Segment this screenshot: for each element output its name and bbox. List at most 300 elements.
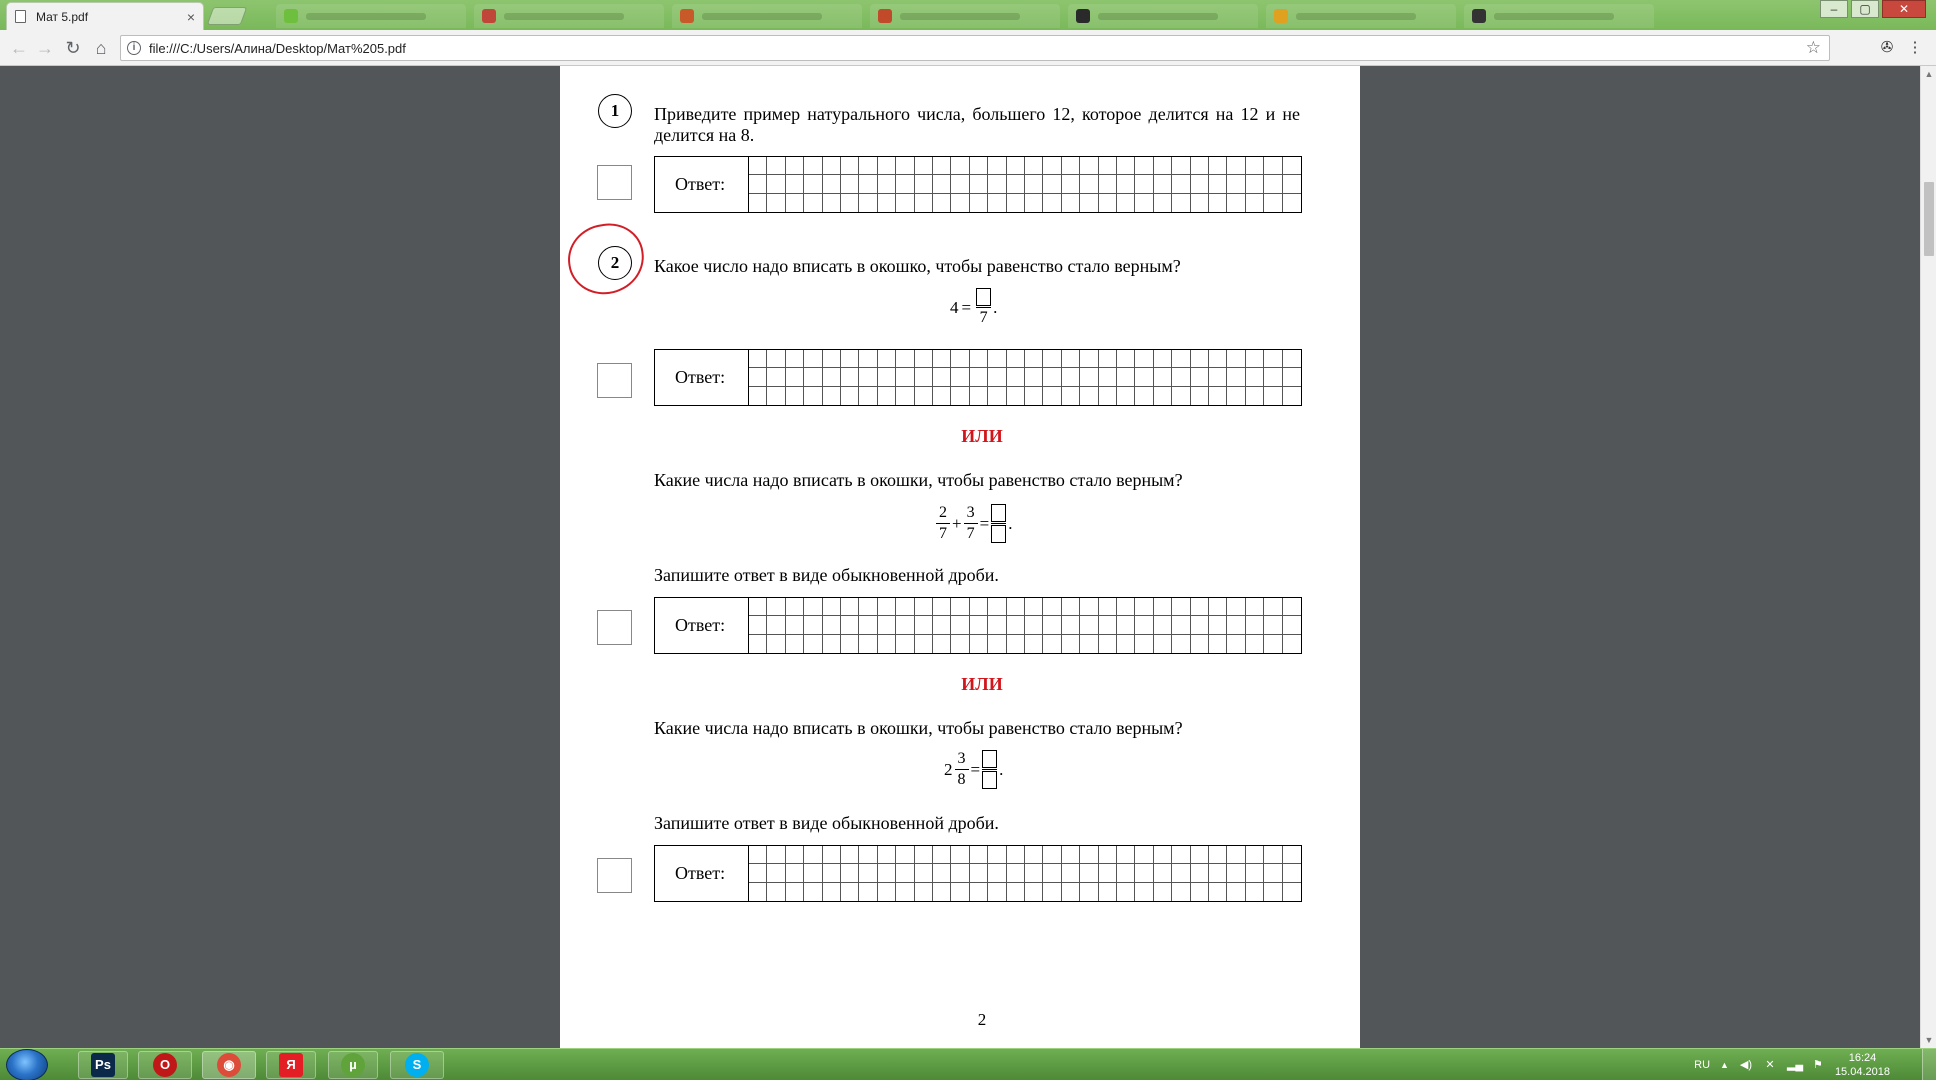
page-number: 2 (977, 1010, 987, 1029)
fraction-numerator: 3 (957, 750, 966, 767)
question-2c-note: Запишите ответ в виде обыкновенной дроби. (654, 813, 999, 833)
tab-strip (0, 0, 1936, 30)
answer-cell (1007, 598, 1025, 616)
taskbar-app-utorrent[interactable] (328, 1051, 378, 1079)
answer-cell (1080, 387, 1098, 405)
clock[interactable] (1835, 1051, 1890, 1079)
answer-cell (1283, 864, 1301, 882)
answer-cell (1043, 883, 1061, 901)
answer-cell (878, 194, 896, 212)
answer-cell (1117, 883, 1135, 901)
answer-cell (1099, 194, 1117, 212)
answer-cell (1264, 175, 1282, 193)
background-tab[interactable] (1068, 4, 1258, 28)
answer-cell (786, 635, 804, 653)
answer-cell (1191, 883, 1209, 901)
answer-cell (767, 864, 785, 882)
answer-cell (1062, 368, 1080, 386)
answer-cell (1080, 175, 1098, 193)
answer-cell (878, 350, 896, 368)
answer-cell (859, 387, 877, 405)
tab-active[interactable] (6, 2, 204, 30)
answer-cell (859, 350, 877, 368)
answer-cell (878, 175, 896, 193)
empty-box (982, 771, 997, 789)
answer-cell (878, 598, 896, 616)
answer-cell (1080, 864, 1098, 882)
answer-cell (1025, 616, 1043, 634)
home-icon[interactable]: ⌂ (95, 38, 107, 58)
answer-cell (1264, 194, 1282, 212)
answer-cell (1246, 635, 1264, 653)
answer-cell (1154, 350, 1172, 368)
answer-cell (970, 598, 988, 616)
favicon-icon (680, 9, 694, 23)
answer-cell (1062, 194, 1080, 212)
answer-cell (804, 368, 822, 386)
answer-cell (1191, 194, 1209, 212)
answer-cell (767, 635, 785, 653)
answer-cell (1246, 350, 1264, 368)
answer-cell (1043, 350, 1061, 368)
answer-cell (933, 846, 951, 864)
answer-cell (1117, 368, 1135, 386)
tab-title-blurred (504, 13, 624, 20)
answer-cell (767, 368, 785, 386)
answer-cell (878, 864, 896, 882)
answer-cell (1043, 157, 1061, 175)
answer-cell (1172, 883, 1190, 901)
answer-cell (1025, 157, 1043, 175)
answer-cell (823, 846, 841, 864)
answer-cell (933, 387, 951, 405)
formula-period: . (1008, 513, 1013, 533)
answer-cell (1099, 157, 1117, 175)
answer-cell (915, 175, 933, 193)
fraction (955, 750, 969, 789)
answer-cell (896, 157, 914, 175)
answer-cell (1080, 350, 1098, 368)
answer-cell (823, 194, 841, 212)
fraction-numerator: 3 (966, 504, 975, 521)
chrome-icon: ◉ (217, 1053, 241, 1077)
answer-cell (915, 157, 933, 175)
answer-cell (767, 194, 785, 212)
answer-cell (1025, 846, 1043, 864)
answer-cell (1007, 368, 1025, 386)
answer-cell (951, 157, 969, 175)
answer-cell (1172, 635, 1190, 653)
answer-cell (896, 175, 914, 193)
answer-cell (878, 883, 896, 901)
show-hidden-icons-icon[interactable]: ▲ (1720, 1060, 1729, 1070)
answer-cell (1172, 598, 1190, 616)
background-tab[interactable] (474, 4, 664, 28)
answer-cell (933, 883, 951, 901)
answer-cell (1154, 387, 1172, 405)
answer-cell (859, 883, 877, 901)
back-arrow-icon[interactable]: ← (10, 38, 28, 58)
answer-cell (1025, 598, 1043, 616)
background-tab[interactable] (870, 4, 1060, 28)
scrollbar-thumb[interactable] (1924, 182, 1934, 256)
answer-cell (1117, 175, 1135, 193)
answer-cell (970, 864, 988, 882)
background-tab[interactable] (1464, 4, 1654, 28)
answer-cell (767, 883, 785, 901)
answer-cell (841, 864, 859, 882)
answer-cell (988, 194, 1006, 212)
window-controls (1820, 0, 1926, 18)
answer-cell (1135, 598, 1153, 616)
answer-cell (1117, 635, 1135, 653)
answer-cell (1007, 175, 1025, 193)
fraction-denominator: 7 (939, 525, 947, 542)
favicon-icon (482, 9, 496, 23)
answer-cell (988, 350, 1006, 368)
close-window-button[interactable]: ✕ (1882, 0, 1926, 18)
formula-period: . (999, 759, 1004, 779)
answer-cell (988, 616, 1006, 634)
browser-toolbar (0, 30, 1936, 66)
answer-cell (1062, 846, 1080, 864)
answer-cell (1283, 598, 1301, 616)
answer-cell (1264, 883, 1282, 901)
answer-cell (1209, 194, 1227, 212)
tab-title-blurred (1098, 13, 1218, 20)
answer-cell (859, 635, 877, 653)
answer-cell (1099, 616, 1117, 634)
answer-cell (1025, 175, 1043, 193)
answer-cell (1209, 350, 1227, 368)
answer-cell (1007, 846, 1025, 864)
show-desktop-button[interactable] (1922, 1049, 1936, 1080)
answer-cell (1227, 368, 1245, 386)
answer-cell (1080, 157, 1098, 175)
fraction (991, 504, 1006, 543)
question-number-2: 2 (598, 246, 632, 280)
answer-cell (933, 175, 951, 193)
answer-cell (896, 350, 914, 368)
answer-cell (804, 864, 822, 882)
answer-cell (1246, 864, 1264, 882)
answer-grid[interactable] (749, 846, 1301, 901)
answer-cell (1191, 175, 1209, 193)
answer-cell (933, 194, 951, 212)
background-tab[interactable] (672, 4, 862, 28)
empty-box (982, 750, 997, 768)
answer-cell (1117, 194, 1135, 212)
formula-2 (950, 288, 997, 327)
language-indicator[interactable]: RU (1694, 1059, 1711, 1071)
bookmark-star-icon[interactable]: ☆ (1805, 38, 1821, 57)
answer-cell (1043, 387, 1061, 405)
answer-cell (915, 368, 933, 386)
taskbar-app-photoshop[interactable] (78, 1051, 128, 1079)
answer-cell (1283, 387, 1301, 405)
answer-cell (1025, 387, 1043, 405)
empty-box (991, 504, 1006, 522)
answer-cell (1191, 387, 1209, 405)
answer-cell (841, 350, 859, 368)
answer-cell (878, 387, 896, 405)
answer-cell (1191, 635, 1209, 653)
answer-cell (859, 157, 877, 175)
answer-cell (896, 883, 914, 901)
answer-cell (896, 616, 914, 634)
answer-cell (859, 864, 877, 882)
answer-cell (841, 175, 859, 193)
answer-cell (970, 846, 988, 864)
tab-title-blurred (900, 13, 1020, 20)
info-icon[interactable]: i (127, 41, 141, 55)
answer-box-1 (654, 156, 1302, 213)
background-tab[interactable] (1266, 4, 1456, 28)
reload-icon[interactable]: ↻ (65, 38, 81, 58)
answer-cell (1227, 194, 1245, 212)
answer-cell (988, 864, 1006, 882)
answer-cell (749, 883, 767, 901)
answer-cell (1007, 616, 1025, 634)
answer-cell (896, 864, 914, 882)
answer-cell (859, 194, 877, 212)
answer-cell (915, 350, 933, 368)
answer-cell (1191, 157, 1209, 175)
answer-cell (1172, 368, 1190, 386)
answer-cell (933, 598, 951, 616)
answer-cell (1172, 616, 1190, 634)
answer-cell (1264, 157, 1282, 175)
answer-cell (915, 883, 933, 901)
answer-cell (1246, 175, 1264, 193)
answer-cell (1025, 368, 1043, 386)
new-tab-button[interactable] (207, 7, 248, 25)
answer-cell (767, 616, 785, 634)
answer-cell (767, 598, 785, 616)
answer-cell (1209, 846, 1227, 864)
answer-cell (1043, 175, 1061, 193)
answer-cell (970, 194, 988, 212)
answer-cell (1099, 864, 1117, 882)
address-bar[interactable] (120, 35, 1830, 61)
answer-cell (1007, 635, 1025, 653)
answer-cell (1227, 846, 1245, 864)
tab-title-blurred (1494, 13, 1614, 20)
answer-cell (1154, 157, 1172, 175)
answer-cell (988, 387, 1006, 405)
answer-cell (1080, 846, 1098, 864)
taskbar-app-yandex[interactable] (266, 1051, 316, 1079)
answer-cell (1117, 846, 1135, 864)
extension-icon[interactable]: ✇ (1880, 39, 1894, 56)
favicon-icon (1076, 9, 1090, 23)
score-box (597, 363, 632, 398)
answer-cell (786, 387, 804, 405)
answer-cell (804, 350, 822, 368)
yandex-icon: Я (279, 1053, 303, 1077)
answer-cell (1283, 350, 1301, 368)
answer-cell (859, 368, 877, 386)
answer-cell (1154, 635, 1172, 653)
answer-cell (1154, 864, 1172, 882)
volume-icon[interactable]: ◀) (1739, 1059, 1752, 1071)
photoshop-icon: Ps (91, 1053, 115, 1077)
answer-cell (951, 635, 969, 653)
answer-cell (823, 883, 841, 901)
network-icon[interactable]: ✕ (1765, 1059, 1775, 1071)
answer-cell (1246, 883, 1264, 901)
fraction-denominator: 7 (979, 309, 988, 326)
answer-cell (951, 598, 969, 616)
answer-cell (1135, 368, 1153, 386)
answer-cell (749, 194, 767, 212)
answer-cell (1135, 616, 1153, 634)
answer-cell (859, 846, 877, 864)
answer-cell (1099, 635, 1117, 653)
answer-grid[interactable] (749, 598, 1301, 653)
answer-cell (841, 368, 859, 386)
answer-cell (1007, 387, 1025, 405)
answer-cell (1209, 616, 1227, 634)
answer-cell (1117, 157, 1135, 175)
answer-cell (988, 368, 1006, 386)
answer-cell (1007, 864, 1025, 882)
empty-box (976, 288, 991, 306)
answer-cell (1246, 368, 1264, 386)
action-center-icon[interactable]: ⚑ (1813, 1059, 1823, 1071)
utorrent-icon: µ (341, 1053, 365, 1077)
formula-whole-part: 2 (944, 759, 953, 779)
answer-cell (970, 368, 988, 386)
answer-cell (970, 387, 988, 405)
answer-cell (1209, 598, 1227, 616)
answer-cell (1264, 635, 1282, 653)
answer-grid[interactable] (749, 157, 1301, 212)
answer-cell (841, 846, 859, 864)
answer-cell (951, 194, 969, 212)
pdf-page (560, 66, 1360, 1048)
scroll-down-icon[interactable]: ▼ (1924, 1035, 1934, 1045)
answer-cell (1117, 864, 1135, 882)
answer-cell (951, 350, 969, 368)
answer-label: Ответ: (655, 846, 749, 901)
answer-cell (767, 157, 785, 175)
answer-cell (1264, 864, 1282, 882)
answer-cell (749, 368, 767, 386)
tab-close-icon[interactable]: × (186, 8, 195, 25)
answer-cell (786, 883, 804, 901)
answer-cell (804, 157, 822, 175)
answer-cell (896, 368, 914, 386)
minimize-button[interactable]: – (1820, 0, 1848, 18)
answer-cell (1043, 194, 1061, 212)
skype-icon: S (405, 1053, 429, 1077)
answer-cell (1246, 846, 1264, 864)
question-2b-text: Какие числа надо вписать в окошки, чтобы равенство стало верным? (654, 470, 1183, 490)
answer-cell (1007, 350, 1025, 368)
answer-cell (1209, 387, 1227, 405)
answer-cell (933, 864, 951, 882)
answer-cell (1025, 635, 1043, 653)
answer-cell (1172, 350, 1190, 368)
answer-cell (1062, 175, 1080, 193)
menu-icon[interactable]: ⋮ (1907, 39, 1923, 56)
score-box (597, 858, 632, 893)
answer-cell (951, 846, 969, 864)
formula-equals: = (979, 513, 990, 533)
forward-arrow-icon[interactable]: → (36, 38, 54, 58)
answer-cell (933, 635, 951, 653)
answer-cell (933, 368, 951, 386)
url-text[interactable]: file:///C:/Users/Алина/Desktop/Мат%205.pdf (149, 40, 406, 56)
answer-cell (1135, 883, 1153, 901)
answer-cell (1062, 598, 1080, 616)
answer-cell (1172, 864, 1190, 882)
answer-cell (1283, 616, 1301, 634)
answer-cell (823, 616, 841, 634)
answer-cell (767, 387, 785, 405)
answer-cell (749, 846, 767, 864)
answer-cell (970, 350, 988, 368)
signal-icon[interactable]: ▂▄ (1786, 1059, 1804, 1071)
taskbar-app-chrome[interactable] (202, 1051, 256, 1079)
answer-cell (896, 598, 914, 616)
start-button[interactable] (6, 1049, 48, 1080)
answer-cell (1117, 598, 1135, 616)
answer-cell (1135, 157, 1153, 175)
answer-cell (933, 616, 951, 634)
answer-cell (767, 846, 785, 864)
answer-cell (823, 635, 841, 653)
answer-cell (1227, 616, 1245, 634)
answer-cell (823, 387, 841, 405)
tab-title-blurred (306, 13, 426, 20)
fraction-bar (964, 523, 978, 524)
clock-date: 15.04.2018 (1834, 1066, 1890, 1078)
answer-cell (823, 157, 841, 175)
answer-box-2c (654, 845, 1302, 902)
answer-cell (1209, 883, 1227, 901)
answer-cell (1283, 846, 1301, 864)
answer-cell (1227, 864, 1245, 882)
answer-cell (878, 635, 896, 653)
answer-cell (1154, 368, 1172, 386)
answer-cell (915, 635, 933, 653)
vertical-scrollbar[interactable] (1920, 66, 1936, 1048)
background-tab[interactable] (276, 4, 466, 28)
answer-cell (859, 175, 877, 193)
tab-title-blurred (1296, 13, 1416, 20)
answer-cell (896, 387, 914, 405)
fraction-denominator: 7 (966, 525, 975, 542)
answer-cell (1154, 194, 1172, 212)
answer-cell (1209, 368, 1227, 386)
answer-cell (1135, 194, 1153, 212)
scroll-up-icon[interactable]: ▲ (1924, 69, 1934, 79)
answer-label: Ответ: (655, 598, 749, 653)
answer-grid[interactable] (749, 350, 1301, 405)
answer-cell (1191, 616, 1209, 634)
maximize-button[interactable]: ▢ (1851, 0, 1879, 18)
answer-cell (749, 387, 767, 405)
answer-cell (1080, 635, 1098, 653)
answer-cell (1227, 350, 1245, 368)
taskbar-app-opera[interactable] (138, 1051, 192, 1079)
answer-cell (749, 598, 767, 616)
taskbar-app-skype[interactable] (390, 1051, 444, 1079)
answer-cell (1209, 175, 1227, 193)
answer-cell (1043, 846, 1061, 864)
